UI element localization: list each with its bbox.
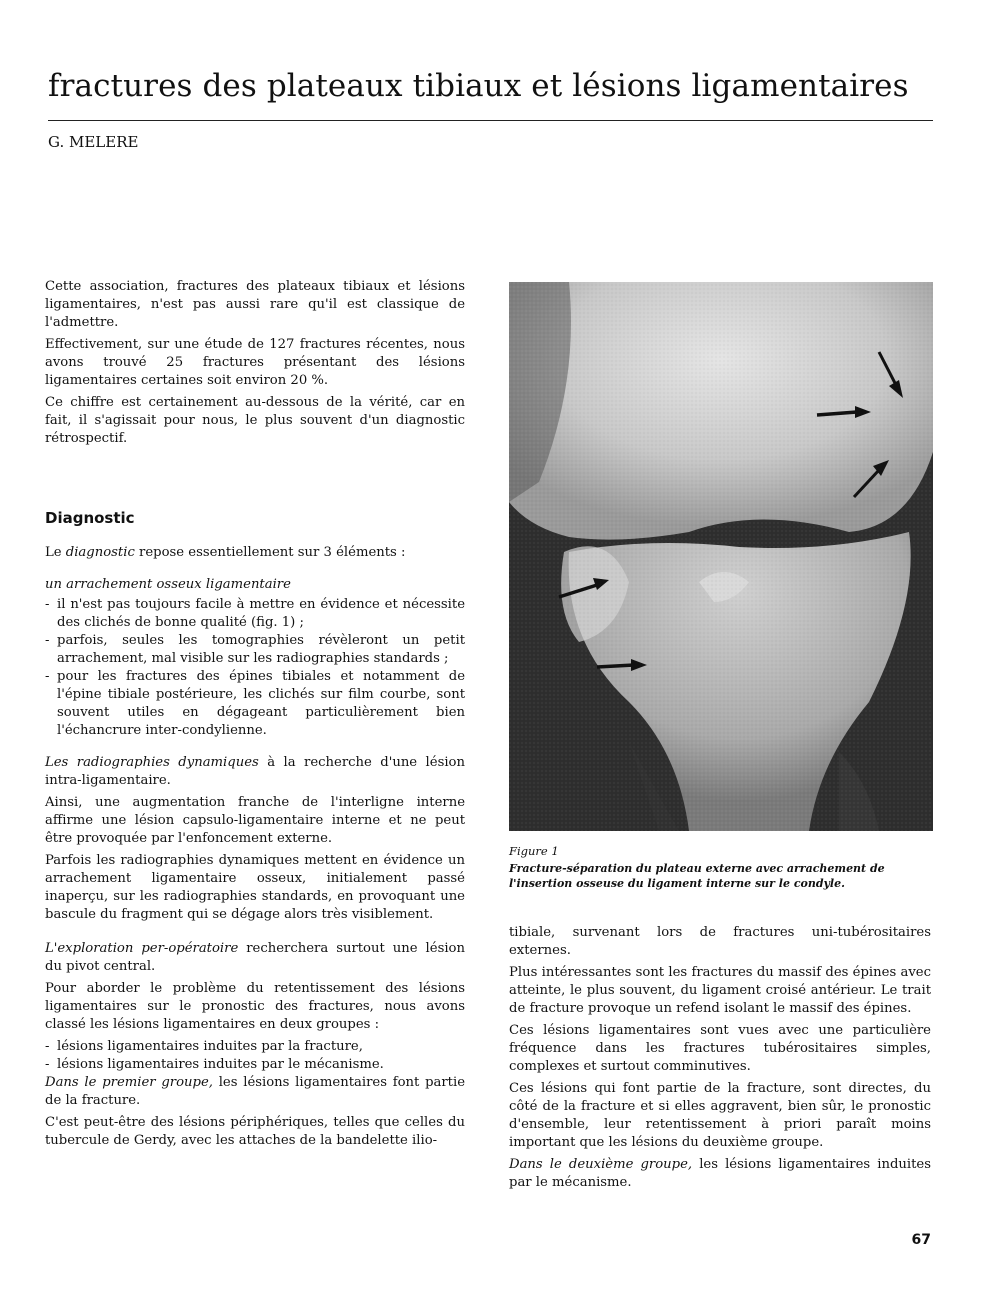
second-group-after: les lésions ligamentaires induites par le mécanisme. — [509, 1157, 931, 1190]
dynamic-paragraph-2: Ainsi, une augmentation franche de l'interligne interne affirme une lésion capsulo-ligamentaire interne et ne peut être provoquée par l'enfoncement externe. — [45, 795, 465, 846]
list-item: - parfois, seules les tomographies révèleront un petit arrachement, mal visible sur les radiographies standards ; — [45, 632, 465, 668]
right-paragraph-1: tibiale, survenant lors de fractures uni-tubérositaires externes. — [509, 925, 931, 958]
exploration-paragraph — [45, 940, 465, 976]
list-item: - il n'est pas toujours facile à mettre en évidence et nécessite des clichés de bonne qualité (fig. 1) ; — [45, 596, 465, 632]
right-paragraph-3: Ces lésions ligamentaires sont vues avec une particulière fréquence dans les fractures tubérositaires simples, complexes et surtout comminutives. — [509, 1023, 931, 1074]
figure-caption-text: Fracture-séparation du plateau externe avec arrachement de l'insertion osseuse du ligament interne sur le condyle. — [509, 862, 885, 890]
intro-paragraph-1: Cette association, fractures des plateaux tibiaux et lésions ligamentaires, n'est pas aussi rare qu'il est classique de l'admettre. — [45, 279, 465, 330]
spacer — [45, 928, 465, 940]
figure-caption — [509, 844, 933, 891]
intro-paragraph-3: Ce chiffre est certainement au-dessous de la vérité, car en fait, il s'agissait pour nous, le plus souvent d'un diagnostic rétrospectif. — [45, 395, 465, 446]
list-item: - lésions ligamentaires induites par la fracture, — [45, 1038, 465, 1056]
right-paragraph-4: Ces lésions qui font partie de la fracture, sont directes, du côté de la fracture et si elles aggravent, bien sûr, le pronostic d'ensemble, leur retentissement à priori paraît moins important que les lésions du deuxième groupe. — [509, 1081, 931, 1150]
right-paragraph-2: Plus intéressantes sont les fractures du massif des épines avec atteinte, le plus souvent, du ligament croisé antérieur. Le trait de fracture provoque un refend isolant le massif des épines. — [509, 965, 931, 1016]
figure-xray — [509, 282, 933, 831]
exploration-paragraph-2: Pour aborder le problème du retentissement des lésions ligamentaires sur le pronostic des fractures, nous avons classé les lésions ligamentaires en deux groupes : — [45, 981, 465, 1032]
first-italic: Dans le premier groupe, — [45, 1075, 213, 1090]
section-heading-diagnostic: Diagnostic — [45, 509, 135, 527]
dynamic-paragraph-3: Parfois les radiographies dynamiques mettent en évidence un arrachement ligamentaire osseux, initialement passé inaperçu, sur les radiographies standards, en provoquant une bascule du fragment qui se dégage alors très visiblement. — [45, 853, 465, 922]
intro-paragraph-2: Effectivement, sur une étude de 127 fractures récentes, nous avons trouvé 25 fractures présentant des lésions ligamentaires certaines soit environ 20 %. — [45, 337, 465, 388]
list-item: - pour les fractures des épines tibiales et notamment de l'épine tibiale postérieure, les clichés sur film courbe, sont souvent utiles en dégageant particulièrement bien l'échancrure inter-condylienne. — [45, 668, 465, 740]
author: G. MELERE — [48, 133, 139, 151]
arrow-icon — [597, 665, 634, 667]
diagnostic-lead — [45, 544, 465, 562]
groups-list — [45, 1038, 465, 1074]
left-column — [45, 278, 465, 1154]
left-last-paragraph: C'est peut-être des lésions périphériques, telles que celles du tubercule de Gerdy, avec les attaches de la bandelette ilio- — [45, 1115, 465, 1148]
dyn-after: à la recherche d'une lésion intra-ligamentaire. — [45, 755, 465, 788]
explo-italic: L'exploration per-opératoire — [45, 941, 239, 956]
group1-list — [45, 596, 465, 740]
group1-label: un arrachement osseux ligamentaire — [45, 577, 291, 592]
knee-radiograph-image — [509, 282, 933, 831]
title-rule — [48, 120, 933, 121]
first-after: les lésions ligamentaires font partie de la fracture. — [45, 1075, 465, 1108]
lead-text-before: Le — [45, 545, 66, 560]
right-paragraph-5 — [509, 1156, 931, 1192]
right-column — [509, 924, 931, 1196]
figure-label: Figure 1 — [509, 844, 559, 858]
dyn-italic: Les radiographies dynamiques — [45, 755, 259, 770]
article-title: fractures des plateaux tibiaux et lésions ligamentaires — [48, 68, 909, 104]
lead-italic: diagnostic — [65, 545, 135, 560]
dynamic-radiography-paragraph — [45, 754, 465, 790]
first-group-paragraph — [45, 1074, 465, 1110]
list-item: - lésions ligamentaires induites par le mécanisme. — [45, 1056, 465, 1074]
explo-after: recherchera surtout une lésion du pivot central. — [45, 941, 465, 974]
lead-text-after: repose essentiellement sur 3 éléments : — [134, 545, 406, 560]
second-group-italic: Dans le deuxième groupe, — [509, 1157, 693, 1172]
page-number: 67 — [911, 1232, 931, 1248]
spacer — [45, 452, 465, 508]
